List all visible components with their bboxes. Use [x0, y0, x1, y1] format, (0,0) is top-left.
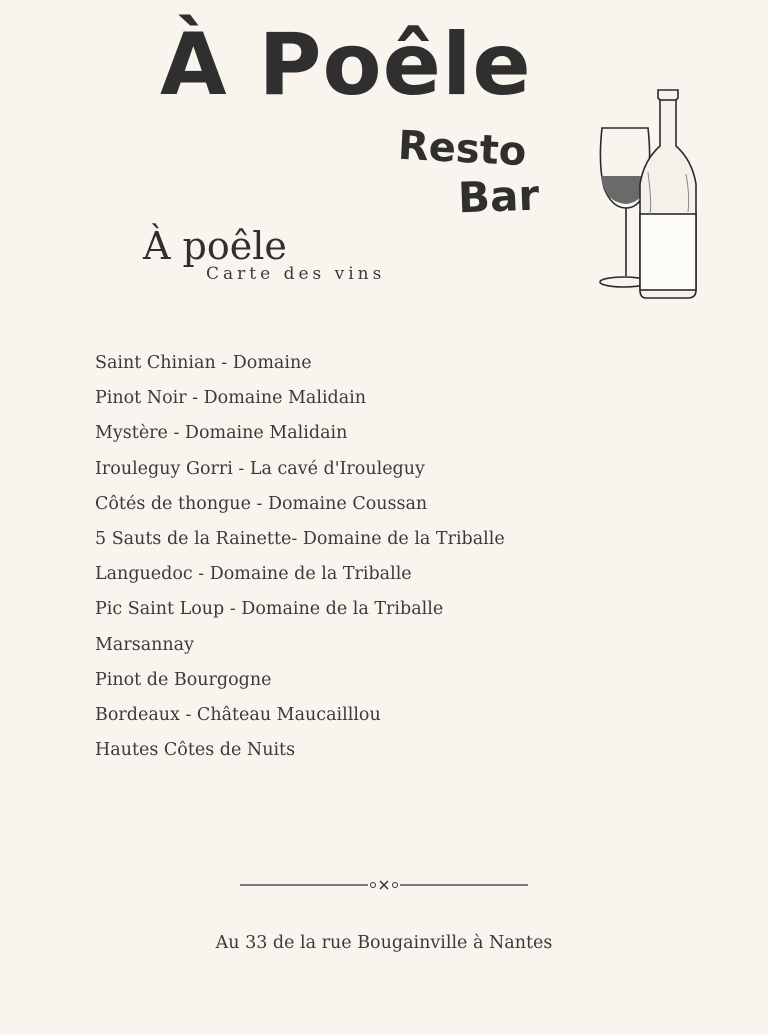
- wine-item: Bordeaux - Château Maucailllou: [95, 704, 381, 725]
- brand-logo-bar: Bar: [457, 170, 540, 223]
- wine-list: [95, 349, 505, 771]
- wine-item: Pic Saint Loup - Domaine de la Triballe: [95, 599, 444, 620]
- wine-item: Marsannay: [95, 634, 194, 655]
- wine-bottle-and-glass-icon: [588, 84, 708, 304]
- ornamental-divider: [240, 878, 528, 892]
- wine-item: Mystère - Domaine Malidain: [95, 423, 348, 444]
- wine-item: Hautes Côtes de Nuits: [95, 740, 296, 761]
- wine-item: Pinot de Bourgogne: [95, 669, 272, 690]
- wine-item: 5 Sauts de la Rainette- Domaine de la Triballe: [95, 528, 505, 549]
- wine-item: Côtés de thongue - Domaine Coussan: [95, 493, 428, 514]
- menu-caption: Carte des vins: [206, 264, 386, 284]
- wine-item: Pinot Noir - Domaine Malidain: [95, 388, 367, 409]
- wine-item: Irouleguy Gorri - La cavé d'Irouleguy: [95, 458, 425, 479]
- menu-title: À poêle: [143, 224, 287, 268]
- address-footer: Au 33 de la rue Bougainville à Nantes: [215, 933, 553, 953]
- brand-logo-resto: Resto: [396, 122, 528, 176]
- wine-item: Saint Chinian - Domaine: [95, 353, 312, 373]
- brand-logo-title: À Poêle: [160, 15, 532, 115]
- wine-item: Languedoc - Domaine de la Triballe: [95, 564, 412, 585]
